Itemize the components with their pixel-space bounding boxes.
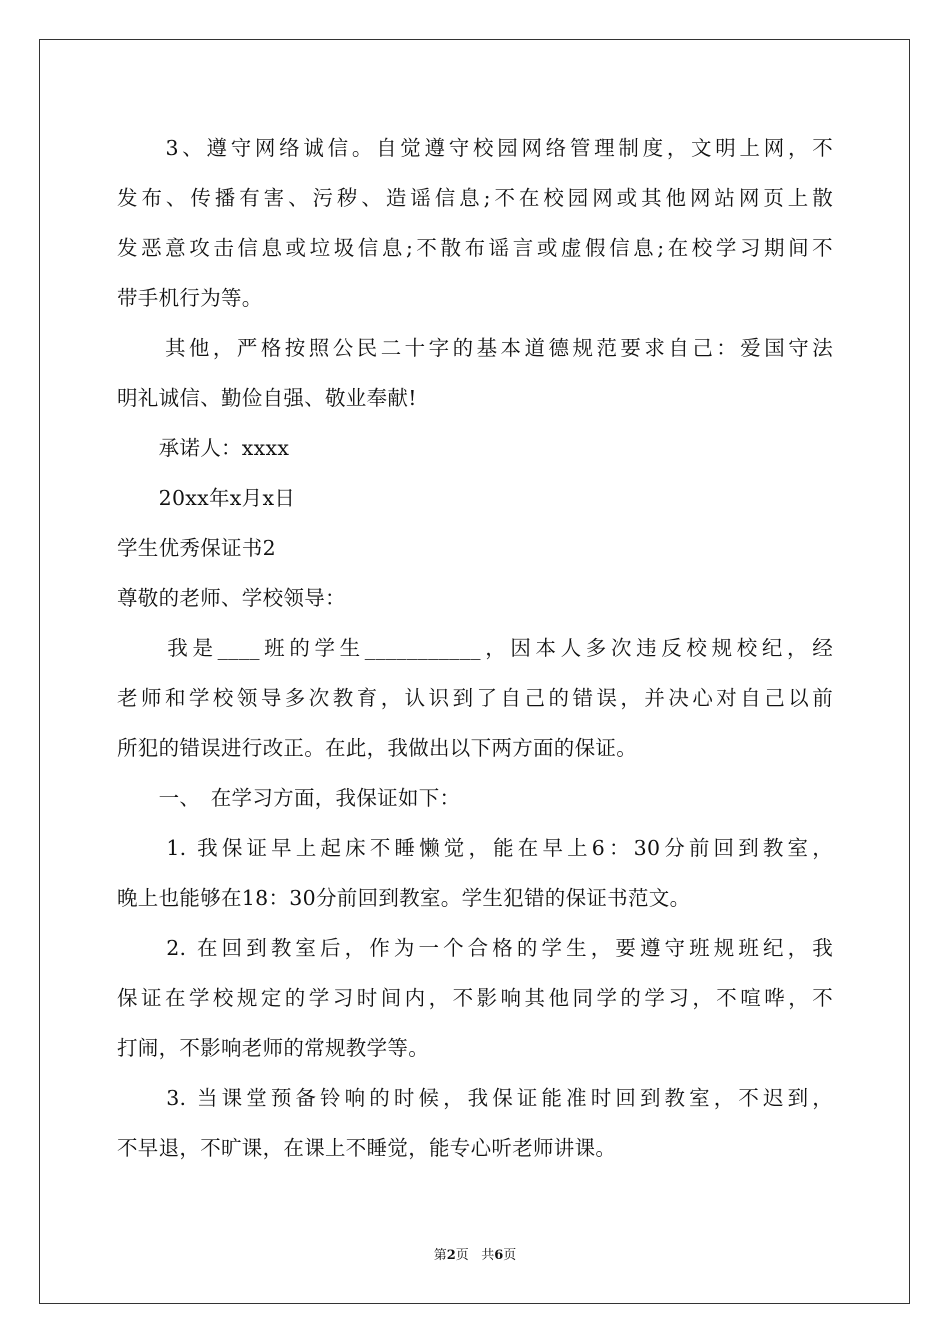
page-footer: [0, 1248, 950, 1264]
text-line: 3、遵守网络诚信。自觉遵守校园网络管理制度，文明上网，不: [117, 136, 833, 160]
text-line: 发恶意攻击信息或垃圾信息;不散布谣言或虚假信息;在校学习期间不: [117, 236, 833, 260]
text-line: 带手机行为等。: [117, 286, 263, 310]
text-line: 不早退，不旷课，在课上不睡觉，能专心听老师讲课。: [117, 1136, 617, 1160]
page-prefix: 第: [433, 1248, 447, 1263]
text-line: 3. 当课堂预备铃响的时候，我保证能准时回到教室，不迟到，: [117, 1086, 833, 1110]
page-total: 6: [494, 1248, 504, 1263]
signer-line: 承诺人：xxxx: [117, 436, 290, 460]
total-prefix: 共: [481, 1248, 495, 1263]
salutation: 尊敬的老师、学校领导：: [117, 586, 346, 610]
text-line: 保证在学校规定的学习时间内，不影响其他同学的学习，不喧哗，不: [117, 986, 833, 1010]
text-line: 老师和学校领导多次教育，认识到了自己的错误，并决心对自己以前: [117, 686, 833, 710]
total-suffix: 页: [503, 1248, 517, 1263]
page-suffix: 页: [455, 1248, 469, 1263]
page-border: [39, 39, 910, 1304]
text-line: 发布、传播有害、污秽、造谣信息;不在校园网或其他网站网页上散: [117, 186, 833, 210]
text-line: 1. 我保证早上起床不睡懒觉，能在早上6：30分前回到教室，: [117, 836, 833, 860]
text-line: 其他，严格按照公民二十字的基本道德规范要求自己：爱国守法: [117, 336, 833, 360]
text-line: 一、 在学习方面，我保证如下：: [117, 786, 461, 810]
text-line: 晚上也能够在18：30分前回到教室。学生犯错的保证书范文。: [117, 886, 691, 910]
text-line: 所犯的错误进行改正。在此，我做出以下两方面的保证。: [117, 736, 637, 760]
section-title: 学生优秀保证书2: [117, 536, 276, 560]
page-number: 2: [446, 1248, 456, 1263]
text-line: 打闹，不影响老师的常规教学等。: [117, 1036, 429, 1060]
text-line: 2. 在回到教室后，作为一个合格的学生，要遵守班规班纪，我: [117, 936, 833, 960]
date-line: 20xx年x月x日: [117, 486, 296, 510]
text-line: 明礼诚信、勤俭自强、敬业奉献!: [117, 386, 417, 410]
text-line: 我是____班的学生___________，因本人多次违反校规校纪，经: [117, 636, 833, 660]
